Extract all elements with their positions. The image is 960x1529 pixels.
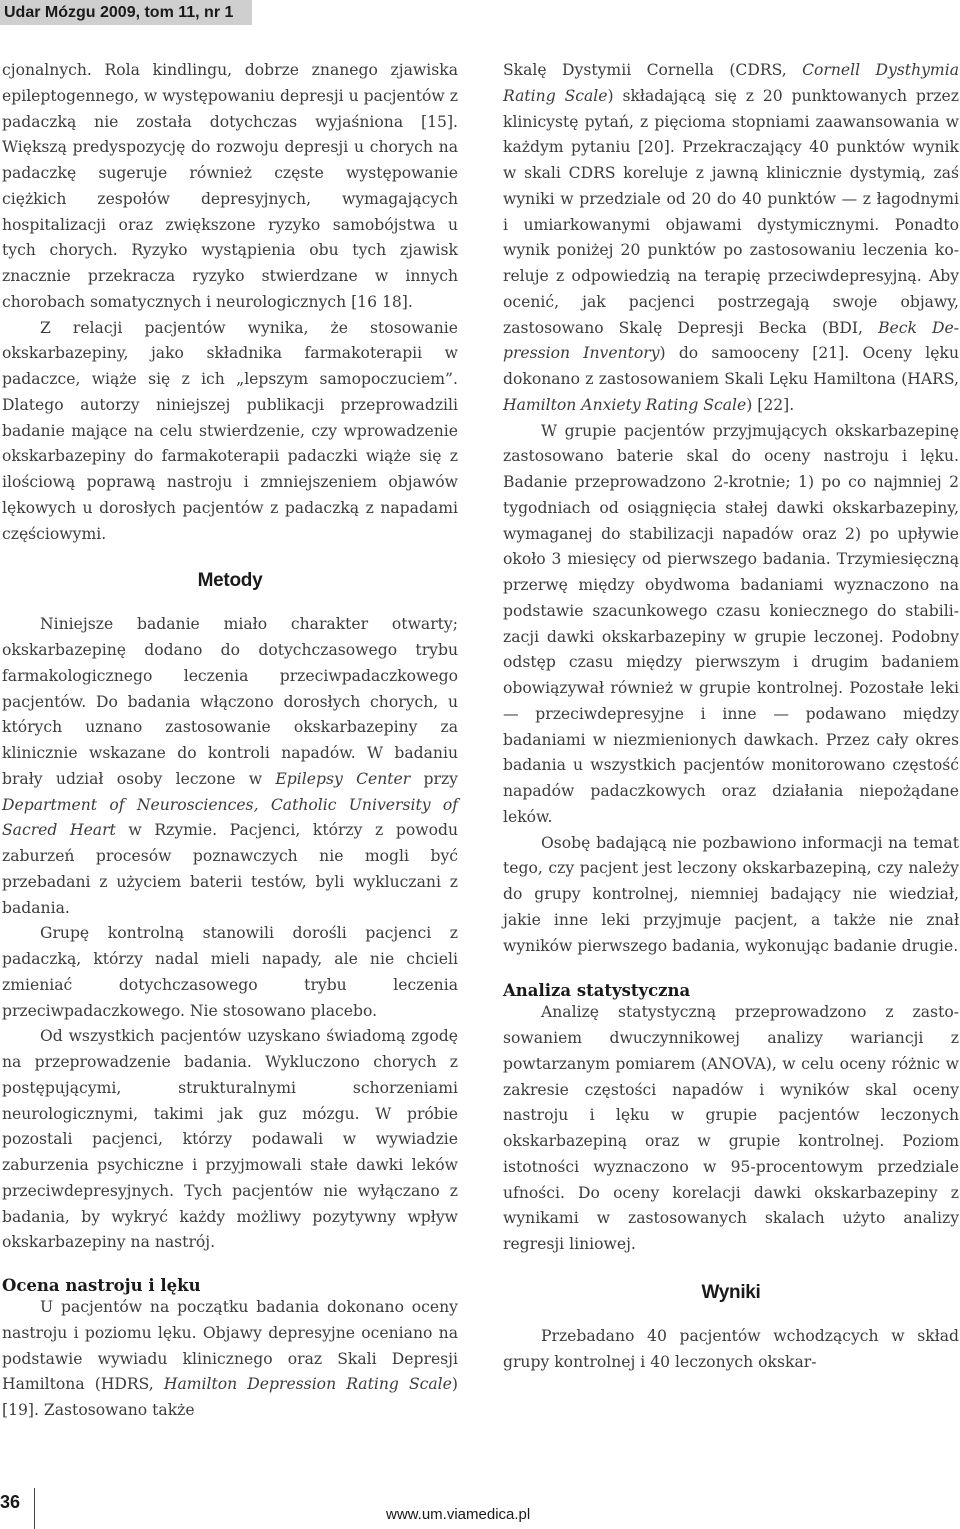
right-paragraph-4: Analizę statystyczną przeprowadzono z zastosowaniem dwuczynnikowej analizy wariancji z powtarzanym pomiarem (ANOVA), w celu oceny różnic w zakresie częstości napadów i wyników skal oceny nastroju i lęku w grupie pacjentów leczonych okskarbazepiną oraz w grupie kontrolnej. Poziom istotności wyznaczono w 95-procentowym przedziale ufności. Do oceny korelacji dawki okskarbazepiny z wynikami w zastosowanych skalach użyto analizy regresji liniowej. bbox=[503, 1003, 959, 1253]
right-column bbox=[503, 58, 959, 1375]
journal-title: Udar Mózgu 2009, tom 11, nr 1 bbox=[4, 4, 234, 21]
left-paragraph-1: cjonalnych. Rola kindlingu, dobrze znanego zjawiska epileptogennego, w występowaniu depresji u pacjentów z padaczką nie została dotychczas wyjaśniona [15]. Większą predyspozycję do rozwoju depresji u chorych na padaczkę sugeruje również częste występowanie ciężkich zespołów depresyjnych, wymagających hospitalizacji oraz zwiększone ryzyko samobójstwa u tych chorych. Ryzyko wystąpienia obu tych zjawisk znacznie przekracza ryzyko stwierdzane w innych chorobach somatycznych i neurologicznych [16 18]. bbox=[2, 61, 458, 311]
left-paragraph-5: Od wszystkich pacjentów uzyskano świadomą zgodę na przeprowadzenie badania. Wykluczono chorych z postępującymi, strukturalnymi schorzeniami neurologicznymi, takimi jak guz mózgu. W próbie pozostali pacjenci, którzy podawali w wywiadzie zaburzenia psychiczne i przyjmowali stałe dawki leków przeciwdepresyjnych. Tych pacjentów nie wyłączano z badania, by wykryć każdy możliwy pozytywny wpływ okskarbazepiny na nastrój. bbox=[2, 1027, 458, 1252]
section-heading-metody: Metody bbox=[197, 570, 263, 592]
right-paragraph-1: Skalę Dystymii Cornella (CDRS, Cornell Dysthymia Rating Scale) składającą się z 20 punktowanych przez klinicystę pytań, z pięcioma stopniami zaawansowania w każdym pytaniu [20]. Przekraczający 40 punktów wynik w skali CDRS koreluje z jawną klinicznie dystymią, zaś wyniki w przedziale od 20 do 40 punktów — z łagodnymi i umiarkowanymi objawami dystymicznymi. Ponadto wynik poniżej 20 punktów po zastosowaniu leczenia koreluje z odpowiedzią na terapię przeciwdepresyjną. Aby ocenić, jak pacjenci postrzegają swoje objawy, zastosowano Skalę Depresji Becka (BDI, Beck Depression Inventory) do samooceny [21]. Oceny lęku dokonano z zastosowaniem Skali Lęku Hamiltona (HARS, Hamilton Anxiety Rating Scale) [22]. bbox=[503, 61, 959, 414]
publisher-url: www.um.viamedica.pl bbox=[386, 1506, 531, 1523]
right-paragraph-3: Osobę badającą nie pozbawiono informacji na temat tego, czy pacjent jest leczony okskarbazepiną, czy należy do grupy kontrolnej, niemniej badający nie wiedział, jakie inne leki przyjmuje pacjent, a także nie znał wyników pierwszego badania, wykonując badanie drugie. bbox=[503, 833, 959, 955]
left-column bbox=[2, 58, 458, 1424]
right-paragraph-2: W grupie pacjentów przyjmujących okskarbazepinę zastosowano baterie skal do oceny nastroju i lęku. Badanie przeprowadzono 2-krotnie; 1) po co najmniej 2 tygodniach od osiągnięcia stałej dawki okskarbazepiny, wymaganej do stabilizacji napadów oraz 2) po upływie około 3 miesięcy od pierwszego badania. Trzymiesięczną przerwę między obydwoma badaniami wyznaczono na podstawie szacunkowego czasu koniecznego do stabilizacji dawki okskarbazepiny w grupie leczonej. Podobny odstęp czasu między pierwszym i drugim badaniem obowiązywał również w grupie kontrolnej. Pozostałe leki — przeciwdepresyjne i inne — podawano między badaniami w niezmienionych dawkach. Przez cały okres badania u wszystkich pacjentów monitorowano częstość napadów padaczkowych oraz działania niepożądane leków. bbox=[503, 421, 959, 826]
footer-divider bbox=[34, 1488, 35, 1529]
left-paragraph-3: Niniejsze badanie miało charakter otwarty; okskarbazepinę dodano do dotychczasowego trybu farmakologicznego leczenia przeciwpadaczkowego pacjentów. Do badania włączono dorosłych chorych, u których uznano zastosowanie okskarbazepiny za klinicznie wskazane do kontroli napadów. W badaniu brały udział osoby leczone w Epilepsy Center przy Department of Neurosciences, Catholic University of Sacred Heart w Rzymie. Pacjenci, którzy z powodu zaburzeń procesów poznawczych nie mogli być przebadani z użyciem baterii testów, byli wykluczani z badania. bbox=[2, 615, 458, 917]
left-paragraph-2: Z relacji pacjentów wynika, że stosowanie okskarbazepiny, jako składnika farmakoterapii w padaczce, wiąże się z ich „lepszym samopoczuciem”. Dlatego autorzy niniejszej publikacji przeprowadzili badanie mające na celu stwierdzenie, czy wprowadzenie okskarbazepiny do farmakoterapii padaczki wiąże się z ilościową poprawą nastroju i zmniejszeniem objawów lękowych u dorosłych pacjentów z padaczką z napadami częściowymi. bbox=[2, 318, 458, 543]
section-heading-analiza: Analiza statystyczna bbox=[503, 981, 691, 1001]
journal-header bbox=[0, 0, 252, 25]
section-heading-ocena: Ocena nastroju i lęku bbox=[2, 1276, 201, 1295]
left-paragraph-4: Grupę kontrolną stanowili dorośli pacjenci z padaczką, którzy nadal mieli napady, ale nie chcieli zmieniać dotychczasowego trybu leczenia przeciwpadaczkowego. Nie stosowano placebo. bbox=[2, 924, 458, 1020]
left-paragraph-6: U pacjentów na początku badania dokonano oceny nastroju i poziomu lęku. Objawy depresyjne oceniano na podstawie wywiadu klinicznego oraz Skali Depresji Hamiltona (HDRS, Hamilton Depression Rating Scale) [19]. Zastosowano także bbox=[2, 1298, 458, 1419]
right-paragraph-5: Przebadano 40 pacjentów wchodzących w skład grupy kontrolnej i 40 leczonych okskar- bbox=[503, 1326, 959, 1371]
section-heading-wyniki: Wyniki bbox=[701, 1281, 761, 1303]
page-number: 36 bbox=[0, 1492, 21, 1512]
